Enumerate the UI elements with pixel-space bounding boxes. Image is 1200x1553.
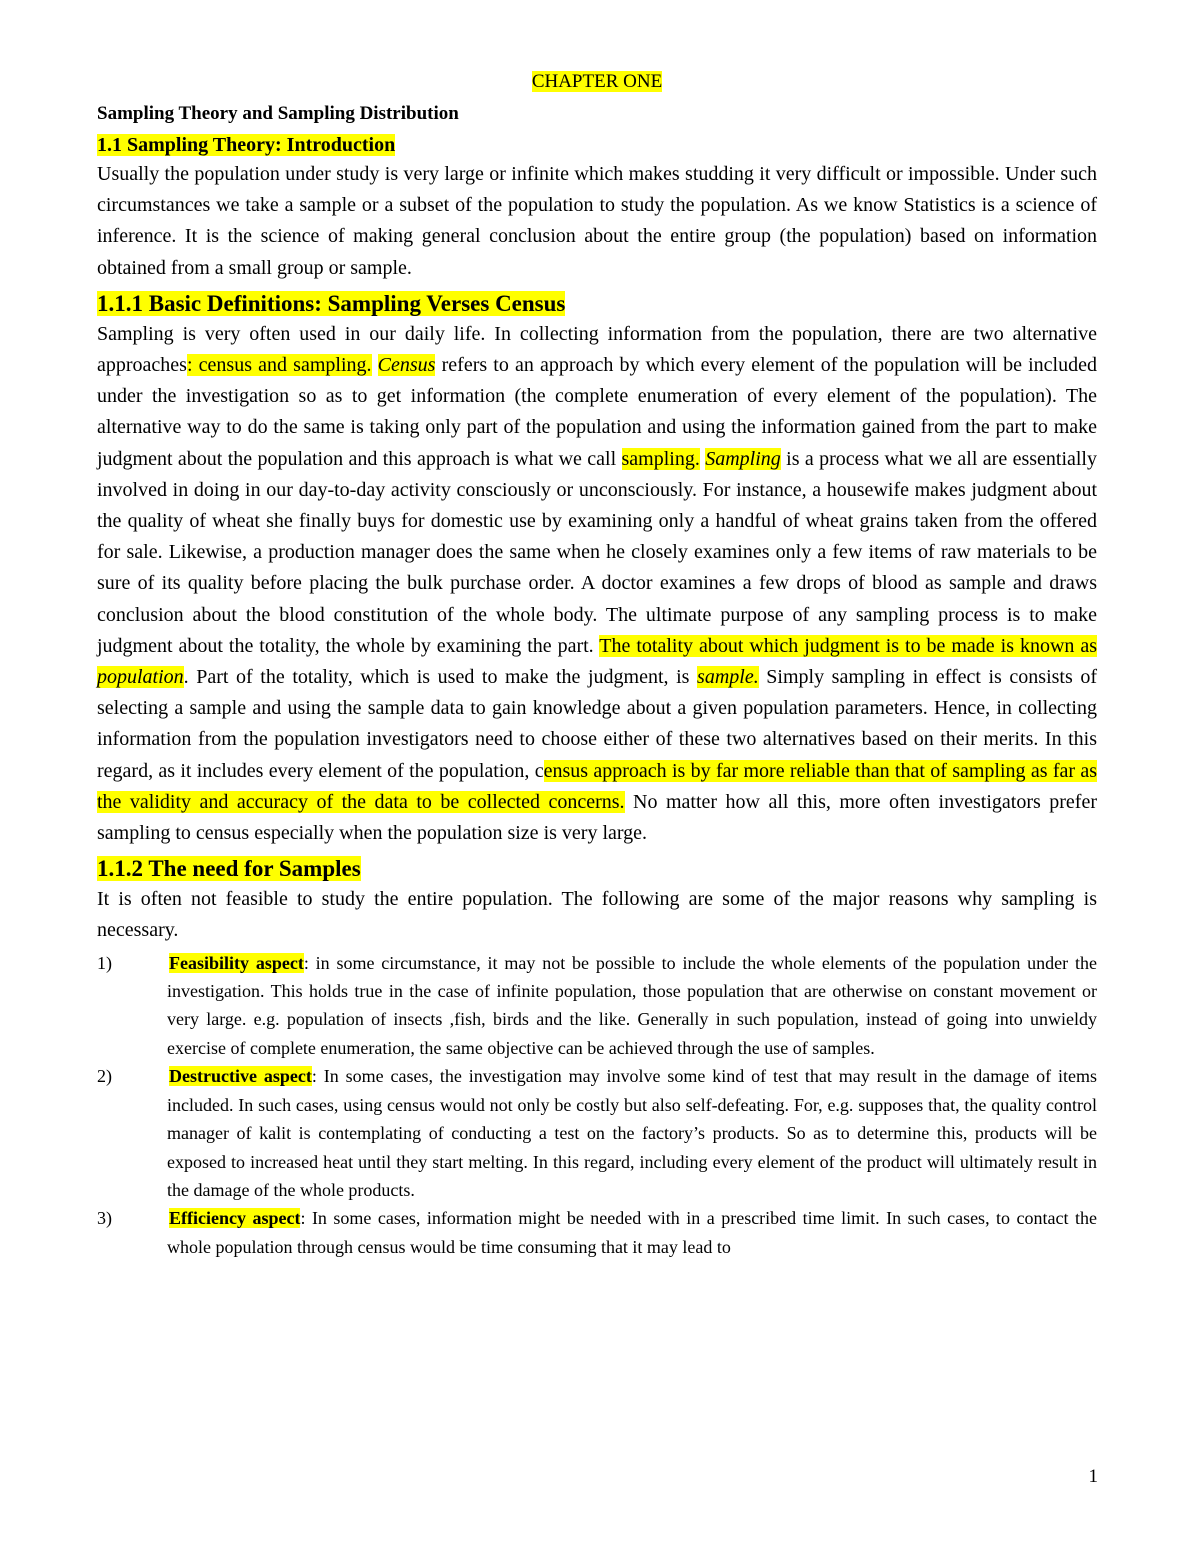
section-heading-1-1: 1.1 Sampling Theory: Introduction xyxy=(97,134,396,156)
intro-paragraph: Usually the population under study is very large or infinite which makes studding it very difficult or impossible. Under such circumstances we take a sample or a subset of the population to study the population. As we know Statistics is a science of inference. It is the science of making general conclusion about the entire group (the population) based on information obtained from a small group or sample. xyxy=(97,163,1097,279)
list-item: 1) Feasibility aspect: in some circumstance, it may not be possible to include the whole elements of the population under the investigation. This holds true in the case of infinite population, those population that are otherwise on constant movement or very large. e.g. population of insects ,fish, birds and the like. Generally in such population, instead of going into unwieldy exercise of complete enumeration, the same objective can be achieved through the use of samples. xyxy=(97,952,1097,1058)
list-item: 3) Efficiency aspect: In some cases, information might be needed with in a prescribed time limit. In such cases, to contact the whole population through census would be time consuming that it may lead to xyxy=(97,1208,1097,1257)
chapter-title: CHAPTER ONE xyxy=(531,71,663,92)
chapter-subtitle: Sampling Theory and Sampling Distribution xyxy=(97,103,459,124)
reasons-list xyxy=(97,949,1097,1261)
list-item: 2) Destructive aspect: In some cases, the investigation may involve some kind of test that may result in the damage of items included. In such cases, using census would not only be costly but also self-defeating. For, e.g. supposes that, the quality control manager of kalit is contemplating of conducting a test on the factory’s products. So as to determine this, products will be exposed to increased heat until they start melting. In this regard, including every element of the product will ultimately result in the damage of the whole products. xyxy=(97,1066,1097,1200)
sampling-census-paragraph: Sampling is very often used in our daily life. In collecting information from the population, there are two alternative approaches: census and sampling. Census refers to an approach by which every element of the population will be included under the investigation so as to get information (the complete enumeration of every element of the population). The alternative way to do the same is taking only part of the population and using the information gained from the part to make judgment about the population and this approach is what we call sampling. Sampling is a process what we all are essentially involved in doing in our day-to-day activity consciously or unconsciously. For instance, a housewife makes judgment about the quality of wheat she finally buys for domestic use by examining only a handful of wheat grains taken from the offered for sale. Likewise, a production manager does the same when he closely examines only a few items of raw materials to be sure of its quality before placing the bulk purchase order. A doctor examines a few drops of blood as sample and draws conclusion about the blood constitution of the whole body. The ultimate purpose of any sampling process is to make judgment about the totality, the whole by examining the part. The totality about which judgment is to be made is known as population. Part of the totality, which is used to make the judgment, is sample. Simply sampling in effect is consists of selecting a sample and using the sample data to gain knowledge about a given population parameters. Hence, in collecting information from the population investigators need to choose either of these two alternatives based on their merits. In this regard, as it includes every element of the population, census approach is by far more reliable than that of sampling as far as the validity and accuracy of the data to be collected concerns. No matter how all this, more often investigators prefer sampling to census especially when the population size is very large. xyxy=(97,322,1098,845)
need-for-samples-paragraph: It is often not feasible to study the entire population. The following are some of the major reasons why sampling is necessary. xyxy=(97,888,1097,942)
page-content xyxy=(97,69,1097,1261)
section-heading-1-1-2: 1.1.2 The need for Samples xyxy=(97,856,361,882)
page-number: 1 xyxy=(1088,1466,1098,1487)
section-heading-1-1-1: 1.1.1 Basic Definitions: Sampling Verses Census xyxy=(97,290,566,316)
